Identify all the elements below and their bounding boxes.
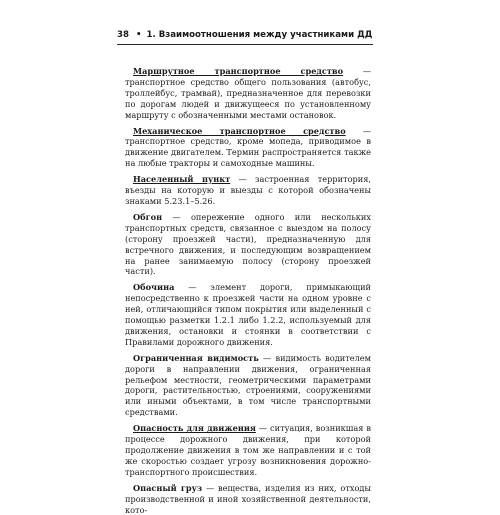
definitions-body (125, 66, 371, 515)
definition-text: — транспортное средство, кроме мопеда, приводимое в движение двигателем. Термин распространяется также на любые тракторы и самоходные машины. (125, 125, 372, 169)
definition-term: Ограниченная видимость (133, 352, 259, 363)
definition-text: — вещества, изделия из них, отходы производственной и иной хозяйственной деятельности, кото- (125, 482, 371, 515)
definition-paragraph (125, 483, 371, 515)
definition-paragraph (125, 212, 371, 277)
definition-text: — транспортное средство общего пользования (автобус, троллейбус, трамвай), предназначенное для перевозки по дорогам людей и движущееся по установленному маршруту с обозначенными местами остановок. (125, 66, 371, 120)
header-bullet: • (135, 30, 142, 40)
definition-text: — застроенная территория, въезды на которую и выезды с которой обозначены знаками 5.23.1–5.26. (125, 174, 371, 206)
definition-term: Опасный груз (133, 482, 203, 493)
definition-paragraph (125, 174, 371, 207)
definition-paragraph (125, 66, 371, 121)
definition-text: — элемент дороги, примыкающий непосредственно к проезжей части на одном уровне с ней, отличающийся типом покрытия или выделенный с помощью разметки 1.2.1 либо 1.2.2, используемый для движения, остановки и стоянки в соответствии с Правилами дорожного движения. (125, 282, 371, 347)
chapter-title: 1. Взаимоотношения между участниками ДД (146, 30, 373, 40)
definition-text: — ситуация, возникшая в процессе дорожного движения, при которой продолжение движения в том же направлении и с той же скоростью создает угрозу возникновения дорожно-транспортного происшествия. (125, 423, 371, 477)
definition-paragraph (125, 353, 371, 418)
definition-paragraph (125, 423, 371, 478)
header-rule (117, 44, 373, 45)
definition-term: Обочина (133, 282, 175, 293)
definition-term: Механическое транспортное средство (133, 125, 346, 136)
definition-paragraph (125, 126, 371, 170)
page-number: 38 (117, 30, 129, 40)
definition-paragraph (125, 282, 371, 347)
definition-text: — видимость водителем дороги в направлении движения, ограниченная рельефом местности, геометрическими параметрами дороги, растительностью, строениями, сооружениями или иными объектами, в том числе транспортными средствами. (125, 352, 371, 418)
definition-term: Опасность для движения (133, 423, 256, 434)
definition-term: Населенный пункт (133, 174, 231, 185)
running-header (117, 29, 373, 41)
definition-text: — опережение одного или нескольких транспортных средств, связанное с выездом на полосу (сторону проезжей части), предназначенную для встречного движения, и последующим возвращением на ранее занимаемую полосу (сторону проезжей части). (125, 211, 371, 277)
definition-term: Обгон (133, 211, 163, 222)
definition-term: Маршрутное транспортное средство (133, 66, 344, 76)
